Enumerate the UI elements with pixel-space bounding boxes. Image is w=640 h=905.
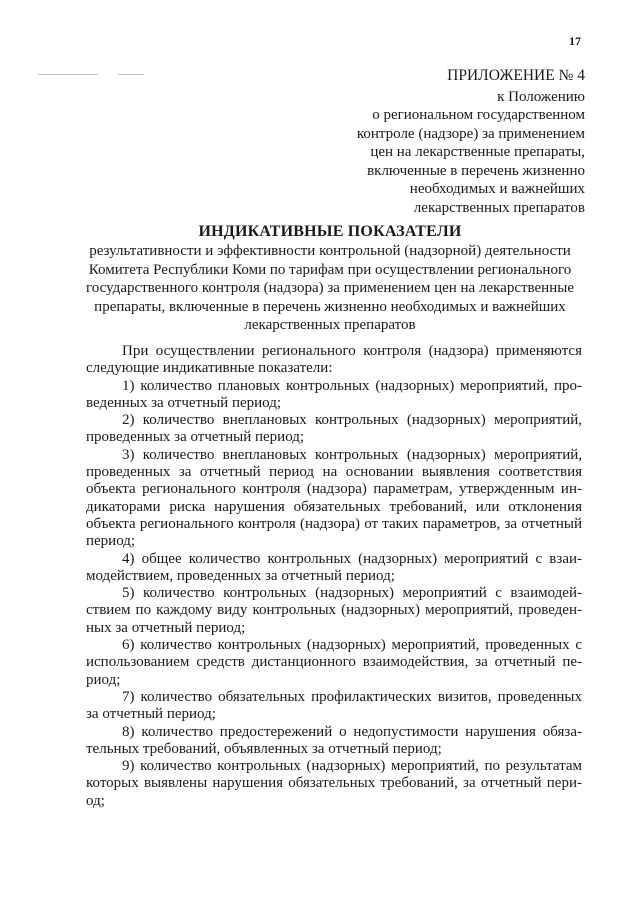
indicator-item: 1) количество плановых контрольных (надзорных) мероприятий, проведенных за отчетный период;	[86, 377, 582, 411]
indicator-item: 3) количество внеплановых контрольных (надзорных) мероприятий, проведенных за отчетный период на основании выявления соответствия объекта регионального контроля (надзора) параметрам, утвержденным индикаторами риска нарушения обязательных требований, или отклонения объекта регионального контроля (надзора) от таких параметров, за отчетный период;	[86, 446, 582, 550]
page-number: 17	[569, 34, 581, 48]
indicator-item: 8) количество предостережений о недопустимости нарушения обязательных требований, объявленных за отчетный период;	[86, 723, 582, 757]
scan-artifact	[118, 74, 144, 75]
appendix-line: к Положению	[497, 88, 585, 105]
title-block	[60, 222, 600, 335]
indicator-item: 7) количество обязательных профилактических визитов, проведенных за отчетный период;	[86, 688, 582, 723]
appendix-line: необходимых и важнейших	[409, 181, 585, 197]
appendix-line: включенные в перечень жизненно	[367, 162, 585, 179]
indicator-item: 4) общее количество контрольных (надзорных) мероприятий с взаимодействием, проведенных за отчетный период;	[86, 550, 582, 584]
indicator-item: 2) количество внеплановых контрольных (надзорных) мероприятий, проведенных за отчетный период;	[86, 412, 582, 446]
appendix-line: о региональном государственном	[372, 107, 585, 123]
body-text	[86, 343, 582, 810]
document-title: ИНДИКАТИВНЫЕ ПОКАЗАТЕЛИ	[198, 223, 462, 240]
appendix-reference	[325, 67, 585, 217]
appendix-line: лекарственных препаратов	[413, 199, 585, 216]
scan-artifact	[38, 74, 98, 75]
appendix-line: контроле (надзоре) за применением	[356, 125, 585, 142]
appendix-line: цен на лекарственные препараты,	[370, 144, 585, 160]
appendix-heading: ПРИЛОЖЕНИЕ № 4	[447, 67, 585, 84]
intro-paragraph: При осуществлении регионального контроля (надзора) применяются следующие индикативные показатели:	[86, 343, 582, 377]
indicator-item: 5) количество контрольных (надзорных) мероприятий с взаимодействием по каждому виду контрольных (надзорных) мероприятий, проведенных за отчетный период;	[86, 585, 582, 636]
indicator-item: 6) количество контрольных (надзорных) мероприятий, проведенных с использованием средств дистанционного взаимодействия, за отчетный период;	[86, 637, 582, 688]
document-subtitle: результативности и эффективности контрольной (надзорной) деятельности Комитета Республики Коми по тарифам при осуществлении регионального государственного контроля (надзора) за применением цен на лекарственные препараты, включенные в перечень жизненно необходимых и важнейших лекарственных препаратов	[86, 243, 574, 333]
indicator-item: 9) количество контрольных (надзорных) мероприятий, по результатам которых выявлены нарушения обязательных требований, за отчетный период;	[86, 758, 582, 809]
